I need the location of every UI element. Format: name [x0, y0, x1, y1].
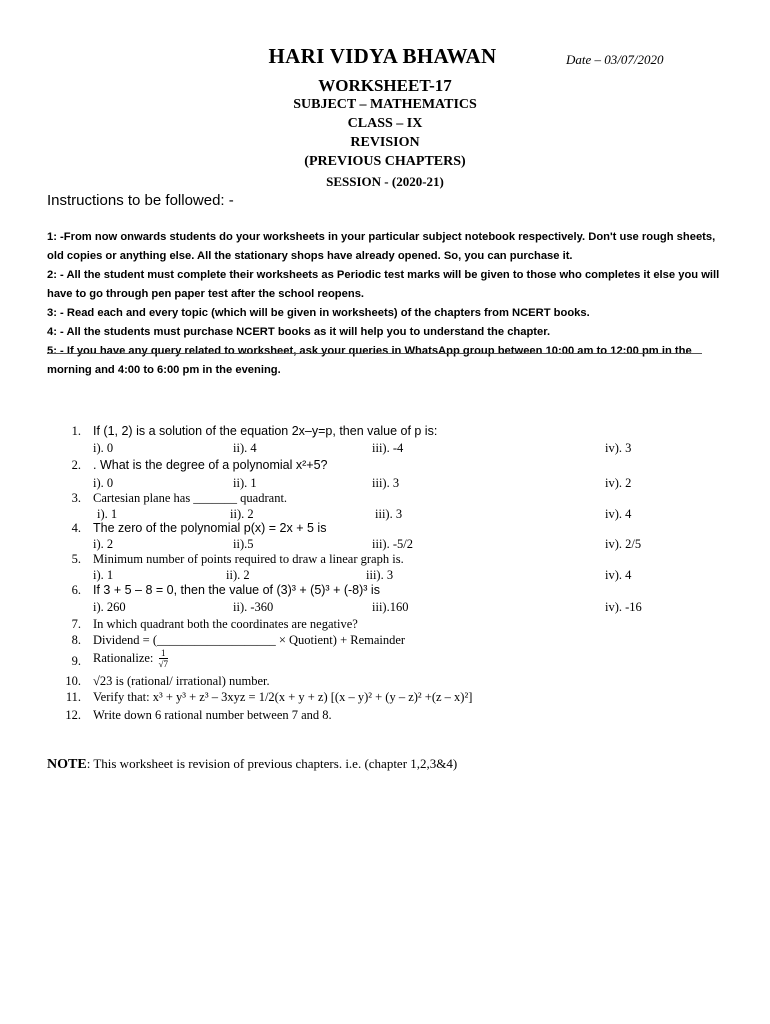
fraction: [159, 648, 168, 669]
option: ii). 2: [230, 507, 254, 521]
option: i). 1: [97, 507, 118, 521]
question-text: Dividend = (___________________ × Quotient) + Remainder: [93, 633, 406, 647]
question-number: 7.: [71, 617, 81, 631]
question-text: Cartesian plane has _______ quadrant.: [93, 491, 288, 505]
question-text: If 3 + 5 – 8 = 0, then the value of (3)³ + (5)³ + (-8)³ is: [93, 583, 380, 597]
option: iv). 4: [605, 507, 632, 521]
worksheet-date: Date – 03/07/2020: [566, 52, 664, 67]
note-label: NOTE: [47, 757, 87, 772]
question-number: 1.: [71, 424, 81, 438]
question-text: If (1, 2) is a solution of the equation 2x–y=p, then value of p is:: [93, 424, 438, 438]
question-text: In which quadrant both the coordinates are negative?: [93, 617, 358, 631]
previous-chapters-line: (PREVIOUS CHAPTERS): [304, 154, 466, 169]
question-text: Minimum number of points required to draw a linear graph is.: [93, 552, 404, 566]
question-number: 4.: [71, 521, 81, 535]
question-number: 10.: [65, 674, 81, 688]
option: iii).160: [372, 600, 409, 614]
question-number: 9.: [71, 654, 81, 668]
option: i). 260: [93, 600, 126, 614]
question-number: 8.: [71, 633, 81, 647]
option: i). 2: [93, 537, 114, 551]
question-number: 3.: [71, 491, 81, 505]
separator-line: [47, 353, 702, 354]
instruction-item: 5: - If you have any query related to worksheet, ask your queries in WhatsApp group between 10:00 am to 12:00 pm in the morning and 4:00 to 6:00 pm in the evening.: [47, 345, 692, 376]
question-number: 11.: [65, 690, 81, 704]
option: ii). 4: [233, 441, 257, 455]
option: iii). 3: [366, 568, 394, 582]
instruction-item: 3: - Read each and every topic (which will be given in worksheets) of the chapters from NCERT books.: [47, 307, 590, 319]
question-number: 12.: [65, 708, 81, 722]
instruction-item: 4: - All the students must purchase NCERT books as it will help you to understand the chapter.: [47, 326, 551, 338]
instruction-item: 1: -From now onwards students do your worksheets in your particular subject notebook respectively. Don't use rough sheets, old copies or anything else. All the stationary shops have already opened. So, you can purchase it.: [47, 231, 716, 262]
option: iv). -16: [605, 600, 642, 614]
option: ii). -360: [233, 600, 274, 614]
question-text: . What is the degree of a polynomial x²+5?: [93, 458, 328, 472]
question-number: 5.: [71, 552, 81, 566]
session-line: SESSION - (2020-21): [326, 174, 444, 189]
worksheet-title: WORKSHEET-17: [318, 76, 452, 95]
option: iii). -5/2: [372, 537, 413, 551]
option: iv). 2/5: [605, 537, 642, 551]
option: iii). -4: [372, 441, 404, 455]
question-text: Write down 6 rational number between 7 and 8.: [93, 708, 332, 722]
note: [47, 756, 457, 773]
option: iii). 3: [372, 476, 400, 490]
instructions-title: Instructions to be followed: -: [47, 192, 234, 209]
subject-line: SUBJECT – MATHEMATICS: [293, 97, 477, 112]
option: i). 0: [93, 441, 114, 455]
fraction-numerator: 1: [159, 648, 168, 659]
note-text: : This worksheet is revision of previous chapters. i.e. (chapter 1,2,3&4): [86, 756, 458, 771]
question-number: 2.: [71, 458, 81, 472]
instruction-item: 2: - All the student must complete their worksheets as Periodic test marks will be given to those who completes it else you will have to go through pen paper test after the school reopens.: [47, 269, 720, 300]
revision-line: REVISION: [350, 135, 420, 150]
option: iv). 2: [605, 476, 632, 490]
option: iii). 3: [375, 507, 403, 521]
question-number: 6.: [71, 583, 81, 597]
option: iv). 4: [605, 568, 632, 582]
option: ii). 1: [233, 476, 257, 490]
school-name: HARI VIDYA BHAWAN: [268, 44, 497, 68]
question-text: The zero of the polynomial p(x) = 2x + 5 is: [93, 521, 327, 535]
class-line: CLASS – IX: [347, 116, 423, 131]
option: iv). 3: [605, 441, 632, 455]
question-text: √23 is (rational/ irrational) number.: [93, 674, 270, 688]
option: ii).5: [233, 537, 254, 551]
instructions-list: [47, 228, 723, 380]
question-text: Verify that: x³ + y³ + z³ – 3xyz = 1/2(x + y + z) [(x – y)² + (y – z)² +(z – x)²]: [93, 690, 473, 704]
question-text: [93, 648, 168, 669]
rationalize-label: Rationalize:: [93, 651, 154, 665]
option: i). 1: [93, 568, 114, 582]
fraction-denominator: √7: [158, 659, 168, 669]
option: i). 0: [93, 476, 114, 490]
option: ii). 2: [226, 568, 250, 582]
